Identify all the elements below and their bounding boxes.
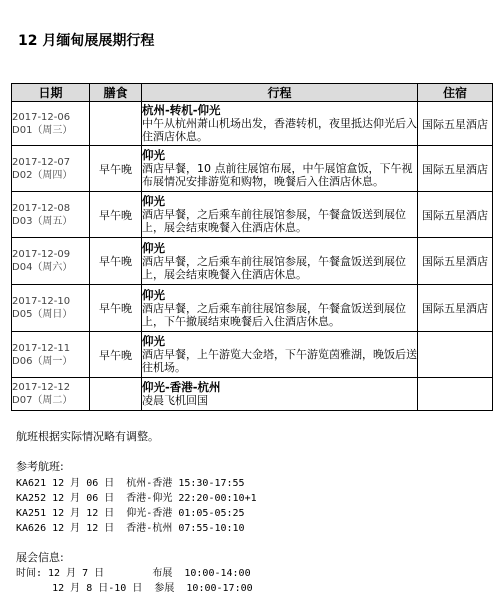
plan-city: 仰光	[142, 148, 165, 162]
date-cell	[12, 102, 90, 146]
date-cell	[12, 238, 90, 285]
day-text: D03（周五）	[12, 215, 73, 227]
plan-cell	[142, 146, 418, 192]
meal-cell: 早午晚	[90, 285, 142, 332]
date-cell	[12, 192, 90, 238]
date-cell	[12, 378, 90, 411]
expo-heading: 展会信息:	[16, 551, 64, 564]
hotel-cell	[418, 378, 493, 411]
plan-city: 仰光	[142, 240, 165, 255]
table-row	[12, 102, 493, 146]
flight-line: KA252 12 月 06 日 香港-仰光 22:20-00:10+1	[16, 493, 257, 504]
plan-city: 仰光	[142, 287, 165, 302]
hotel-cell: 国际五星酒店	[418, 192, 493, 238]
plan-cell	[142, 238, 418, 285]
meal-cell: 早午晚	[90, 238, 142, 285]
date-text: 2017-12-10	[12, 296, 71, 307]
date-text: 2017-12-12	[12, 382, 71, 393]
header-meal: 膳食	[90, 84, 142, 102]
plan-city: 仰光	[142, 334, 165, 348]
date-cell	[12, 285, 90, 332]
plan-desc: 酒店早餐，10 点前往展馆布展，中午展馆盒饭，下午视布展情况安排游览和购物，晚餐后入住酒店休息。	[142, 162, 413, 188]
meal-cell: 早午晚	[90, 146, 142, 192]
page-title: 12 月缅甸展展期行程	[18, 33, 155, 49]
expo-line: 时间: 12 月 7 日 布展 10:00-14:00	[16, 568, 251, 579]
plan-desc: 酒店早餐，上午游览大金塔，下午游览茵雅湖，晚饭后送往机场。	[142, 348, 417, 374]
table-row	[12, 378, 493, 411]
date-text: 2017-12-07	[12, 156, 71, 168]
expo-line: 12 月 8 日-10 日 参展 10:00-17:00	[16, 583, 253, 594]
day-text: D06（周一）	[12, 355, 73, 367]
plan-desc: 凌晨飞机回国	[142, 394, 208, 407]
table-row	[12, 285, 493, 332]
day-text: D04（周六）	[12, 262, 73, 273]
plan-city: 仰光-香港-杭州	[142, 380, 221, 394]
header-itinerary: 行程	[142, 84, 418, 102]
adjustment-note: 航班根据实际情况略有调整。	[16, 430, 159, 443]
plan-cell	[142, 102, 418, 146]
hotel-cell	[418, 332, 493, 378]
table-row	[12, 146, 493, 192]
plan-cell	[142, 192, 418, 238]
flight-line: KA626 12 月 12 日 香港-杭州 07:55-10:10	[16, 523, 245, 534]
hotel-cell: 国际五星酒店	[418, 285, 493, 332]
plan-desc: 酒店早餐，之后乘车前往展馆参展，午餐盒饭送到展位上，展会结束晚餐入住酒店休息。	[142, 254, 406, 281]
meal-cell	[90, 102, 142, 146]
table-row	[12, 332, 493, 378]
day-text: D07（周二）	[12, 395, 73, 406]
meal-cell: 早午晚	[90, 192, 142, 238]
date-cell	[12, 332, 90, 378]
plan-cell	[142, 332, 418, 378]
itinerary-table	[11, 83, 493, 411]
flight-line: KA251 12 月 12 日 仰光-香港 01:05-05:25	[16, 508, 245, 519]
header-hotel: 住宿	[418, 84, 493, 102]
date-cell	[12, 146, 90, 192]
plan-city: 杭州-转机-仰光	[142, 103, 221, 117]
plan-cell	[142, 285, 418, 332]
flight-line: KA621 12 月 06 日 杭州-香港 15:30-17:55	[16, 478, 245, 489]
hotel-cell: 国际五星酒店	[418, 102, 493, 146]
table-row	[12, 192, 493, 238]
table-row	[12, 238, 493, 285]
hotel-cell: 国际五星酒店	[418, 146, 493, 192]
meal-cell: 早午晚	[90, 332, 142, 378]
table-header-row	[12, 84, 493, 102]
plan-desc: 酒店早餐，之后乘车前往展馆参展，午餐盒饭送到展位上，展会结束晚餐入住酒店休息。	[142, 208, 406, 234]
day-text: D05（周日）	[12, 309, 73, 320]
flights-heading: 参考航班:	[16, 460, 64, 473]
plan-desc: 中午从杭州萧山机场出发，香港转机，夜里抵达仰光后入住酒店休息。	[142, 117, 417, 143]
date-text: 2017-12-11	[12, 342, 71, 354]
plan-desc: 酒店早餐，之后乘车前往展馆参展，午餐盒饭送到展位上，下午撤展结束晚餐后入住酒店休息。	[142, 301, 406, 328]
header-date: 日期	[12, 84, 90, 102]
plan-cell	[142, 378, 418, 411]
date-text: 2017-12-06	[12, 111, 71, 123]
date-text: 2017-12-08	[12, 202, 71, 214]
day-text: D01（周三）	[12, 124, 73, 136]
date-text: 2017-12-09	[12, 249, 71, 260]
plan-city: 仰光	[142, 194, 165, 208]
day-text: D02（周四）	[12, 169, 73, 181]
hotel-cell: 国际五星酒店	[418, 238, 493, 285]
meal-cell	[90, 378, 142, 411]
